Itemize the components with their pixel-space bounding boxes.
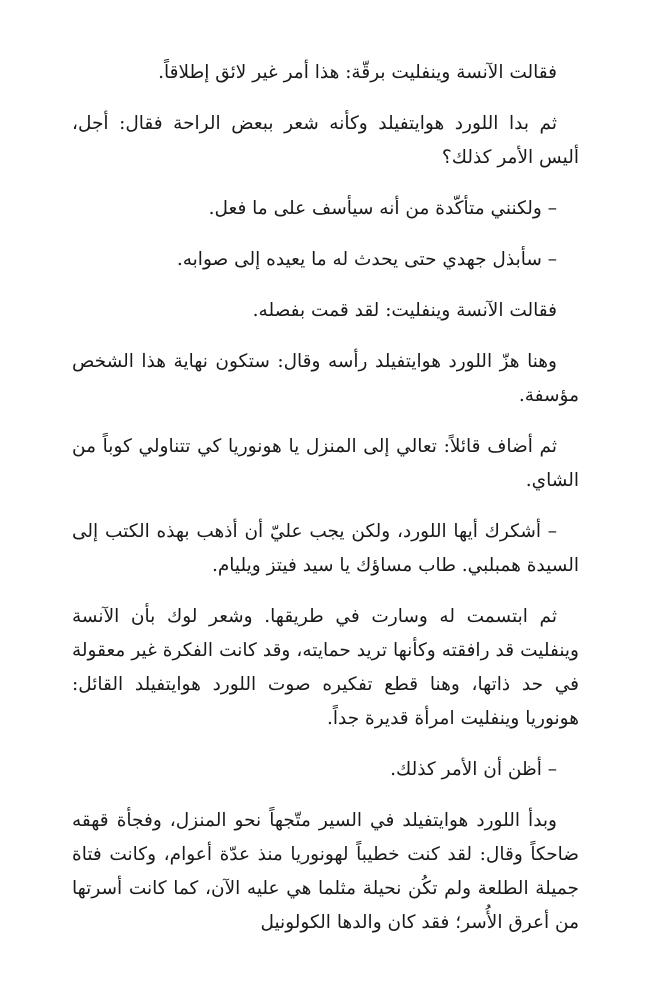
paragraph: فقالت الآنسة وينفليت: لقد قمت بفصله. — [252, 300, 557, 321]
dialogue-line: – أظن أن الأمر كذلك. — [390, 759, 557, 780]
paragraph: ثم بدا اللورد هوايتفيلد وكأنه شعر ببعض الراحة فقال: أجل، أليس الأمر كذلك؟ — [72, 113, 579, 168]
paragraph: وبدأ اللورد هوايتفيلد في السير متّجهاً نحو المنزل، وفجأة قهقه ضاحكاً وقال: لقد كنت خطيباً لهونوريا منذ عدّة أعوام، وكانت فتاة جميلة الطلعة ولم تكُن نحيلة مثلما هي عليه الآن، كما كانت أسرتها من أعرق الأُسر؛ فقد كان والدها الكولونيل — [72, 810, 579, 933]
paragraph: ثم أضاف قائلاً: تعالي إلى المنزل يا هونوريا كي تتناولي كوباً من الشاي. — [72, 436, 579, 491]
dialogue-line: – سأبذل جهدي حتى يحدث له ما يعيده إلى صوابه. — [176, 249, 557, 270]
book-page — [72, 56, 579, 957]
paragraph: ثم ابتسمت له وسارت في طريقها. وشعر لوك بأن الآنسة وينفليت قد رافقته وكأنها تريد حمايته، وقد كانت الفكرة غير معقولة في حد ذاتها، وهنا قطع تفكيره صوت اللورد هوايتفيلد القائل: هونوريا وينفليت امرأة قديرة جداً. — [72, 606, 579, 729]
dialogue-line: – أشكرك أيها اللورد، ولكن يجب عليّ أن أذهب بهذه الكتب إلى السيدة همبلبي. طاب مساؤك يا سيد فيتز ويليام. — [72, 521, 579, 576]
paragraph: وهنا هزّ اللورد هوايتفيلد رأسه وقال: ستكون نهاية هذا الشخص مؤسفة. — [72, 351, 579, 406]
paragraph: فقالت الآنسة وينفليت برقّة: هذا أمر غير لائق إطلاقاً. — [158, 62, 557, 83]
dialogue-line: – ولكنني متأكّدة من أنه سيأسف على ما فعل. — [208, 198, 557, 219]
